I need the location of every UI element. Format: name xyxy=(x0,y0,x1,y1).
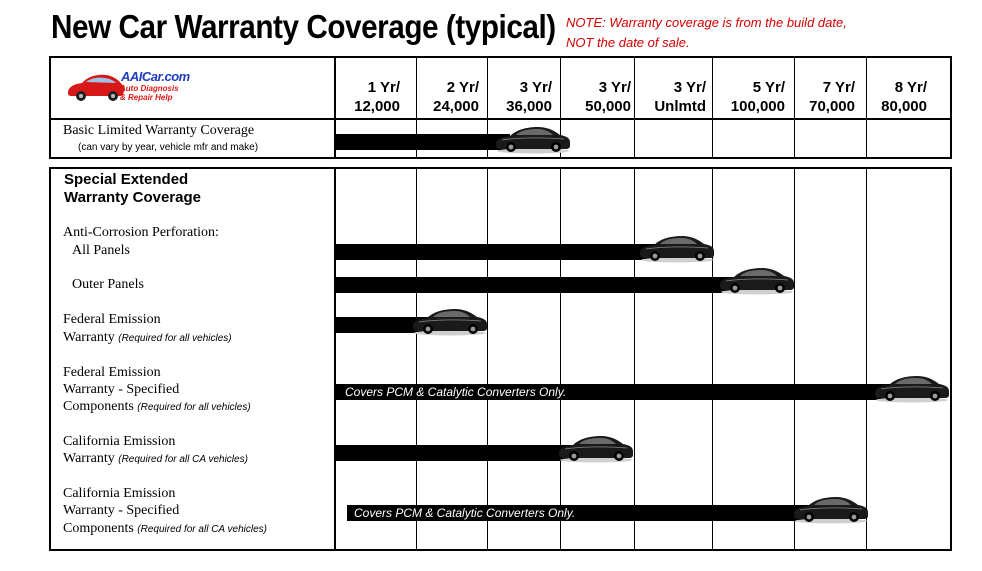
column-header xyxy=(336,78,400,116)
aaicar-logo xyxy=(66,67,196,107)
car-icon xyxy=(792,494,870,524)
row-label-text: Warranty xyxy=(63,451,115,466)
row-label: Anti-Corrosion Perforation: xyxy=(63,225,219,240)
column-header xyxy=(561,78,631,116)
car-icon xyxy=(718,265,796,295)
column-miles: 12,000 xyxy=(354,98,400,115)
column-years: 8 Yr/ xyxy=(894,79,927,96)
column-divider xyxy=(634,169,635,549)
row-label xyxy=(63,398,251,416)
coverage-bar xyxy=(335,244,665,260)
row-label-text: Components xyxy=(63,399,134,414)
column-miles: Unlmtd xyxy=(654,98,706,115)
row-label: Warranty - Specified xyxy=(63,382,180,397)
page-title: New Car Warranty Coverage (typical) xyxy=(51,8,556,45)
red-car-icon xyxy=(66,69,126,105)
coverage-bar-text: Covers PCM & Catalytic Converters Only. xyxy=(345,385,567,399)
column-miles: 80,000 xyxy=(881,98,927,115)
column-header xyxy=(488,78,552,116)
header-divider xyxy=(51,118,950,120)
basic-warranty-note: (can vary by year, vehicle mfr and make) xyxy=(78,142,259,153)
column-divider xyxy=(712,169,713,549)
coverage-bar-text: Covers PCM & Catalytic Converters Only. xyxy=(354,506,576,520)
row-label xyxy=(63,450,248,468)
coverage-bar xyxy=(335,277,745,293)
row-label: Federal Emission xyxy=(63,312,161,327)
row-label: California Emission xyxy=(63,434,176,449)
row-label: Warranty - Specified xyxy=(63,503,180,518)
column-header xyxy=(713,78,785,116)
column-years: 7 Yr/ xyxy=(822,79,855,96)
column-years: 5 Yr/ xyxy=(752,79,785,96)
column-divider xyxy=(560,169,561,549)
row-label: California Emission xyxy=(63,486,176,501)
logo-brand: AAICar.com xyxy=(121,69,190,84)
column-header xyxy=(417,78,479,116)
column-divider xyxy=(487,169,488,549)
column-years: 2 Yr/ xyxy=(446,79,479,96)
column-miles: 50,000 xyxy=(585,98,631,115)
row-note: (Required for all vehicles) xyxy=(118,333,232,344)
row-label xyxy=(63,329,232,347)
row-label: All Panels xyxy=(72,243,130,258)
row-label xyxy=(63,520,267,538)
car-icon xyxy=(873,373,951,403)
basic-coverage-bar xyxy=(335,134,510,150)
column-header xyxy=(795,78,855,116)
section-title-line-2: Warranty Coverage xyxy=(64,189,201,206)
logo-tagline-2: & Repair Help xyxy=(120,93,173,102)
column-miles: 36,000 xyxy=(506,98,552,115)
row-note: (Required for all CA vehicles) xyxy=(118,454,248,465)
row-label: Federal Emission xyxy=(63,365,161,380)
column-divider xyxy=(416,169,417,549)
column-header xyxy=(635,78,706,116)
note-line-1: NOTE: Warranty coverage is from the build date, xyxy=(566,15,847,30)
label-column-divider xyxy=(334,169,336,549)
car-icon xyxy=(557,433,635,463)
section-title xyxy=(64,171,201,207)
column-miles: 70,000 xyxy=(809,98,855,115)
logo-tagline-1: Auto Diagnosis xyxy=(120,84,179,93)
coverage-bar xyxy=(335,445,585,461)
column-divider xyxy=(794,169,795,549)
note-line-2: NOT the date of sale. xyxy=(566,35,690,50)
column-miles: 24,000 xyxy=(433,98,479,115)
build-date-note xyxy=(566,13,847,53)
row-label-text: Warranty xyxy=(63,330,115,345)
column-years: 3 Yr/ xyxy=(673,79,706,96)
car-icon xyxy=(638,233,716,263)
section-title-line-1: Special Extended xyxy=(64,171,189,188)
row-label-text: Components xyxy=(63,521,134,536)
column-years: 3 Yr/ xyxy=(519,79,552,96)
column-divider xyxy=(866,169,867,549)
column-header xyxy=(867,78,927,116)
basic-warranty-label: Basic Limited Warranty Coverage xyxy=(63,123,255,138)
row-note: (Required for all CA vehicles) xyxy=(137,524,267,535)
column-miles: 100,000 xyxy=(730,98,785,115)
row-note: (Required for all vehicles) xyxy=(137,402,251,413)
row-label: Outer Panels xyxy=(72,277,144,292)
car-icon xyxy=(494,124,572,154)
car-icon xyxy=(411,306,489,336)
column-years: 1 Yr/ xyxy=(367,79,400,96)
column-years: 3 Yr/ xyxy=(598,79,631,96)
